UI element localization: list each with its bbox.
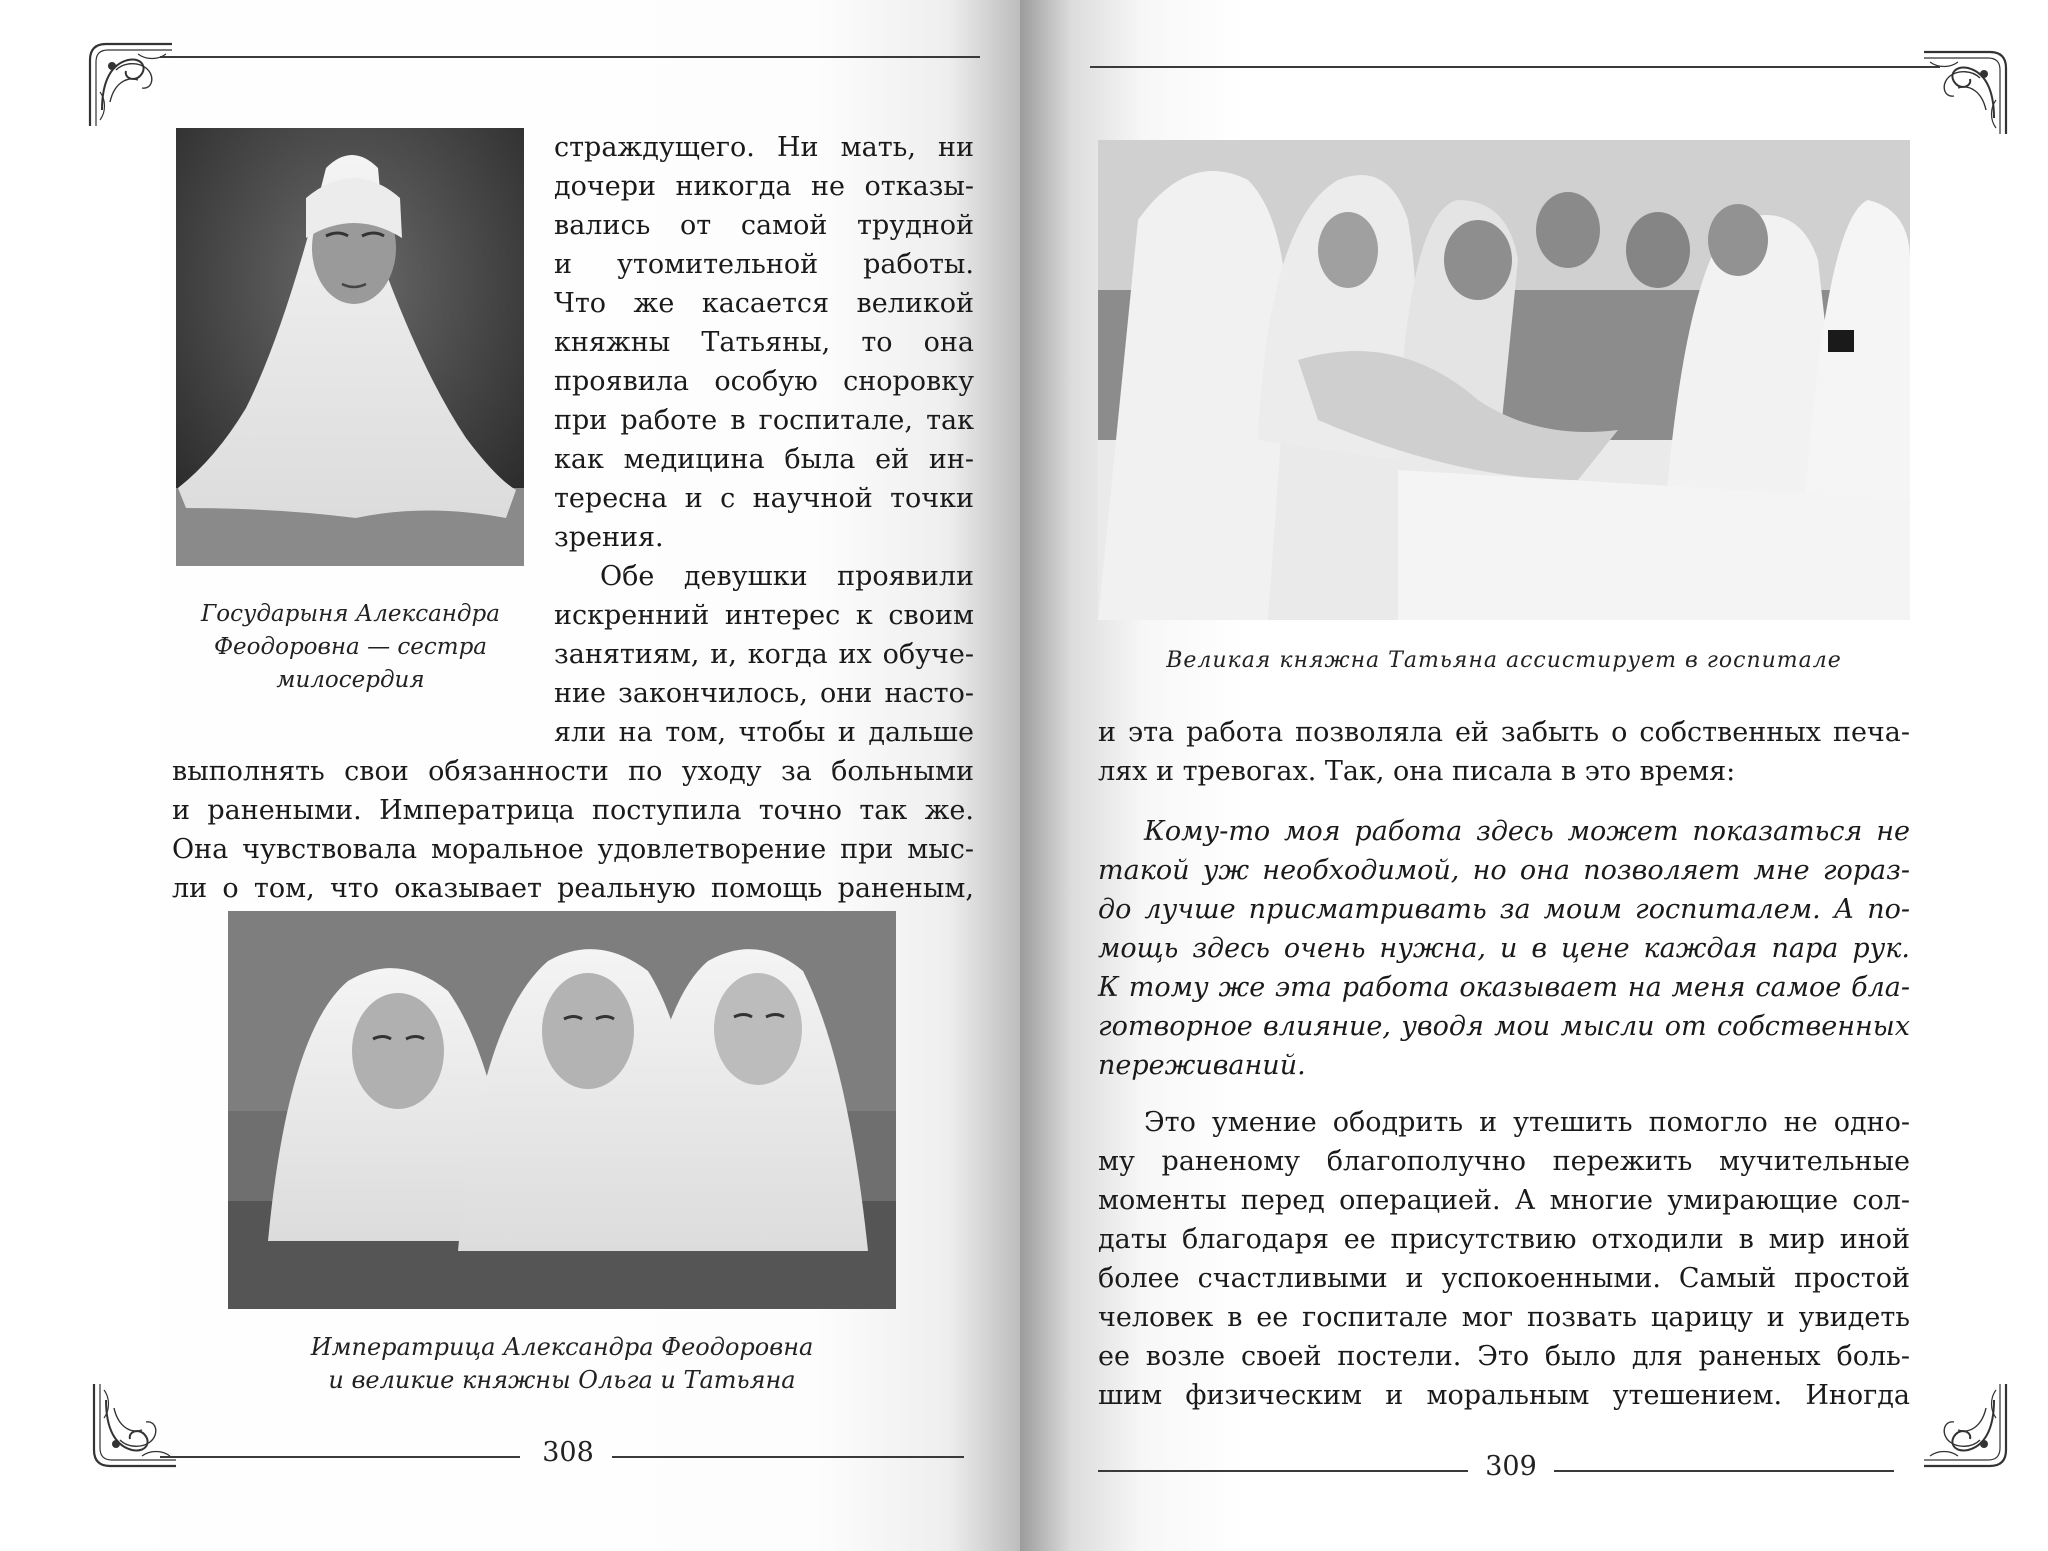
body-line: страждущего. Ни мать, ни — [554, 132, 974, 163]
body-line: моменты перед операцией. А многие умирающие сол- — [1098, 1185, 1910, 1216]
quote-line: до лучше присматривать за моим госпиталем. А по- — [1098, 894, 1910, 925]
page-number: 308 — [542, 1437, 594, 1468]
quote-line: переживаний. — [1098, 1050, 1306, 1081]
caption-line: милосердия — [276, 667, 425, 693]
page-number: 309 — [1485, 1451, 1537, 1482]
body-line: и утомительной работы. — [554, 249, 974, 280]
body-line: дочери никогда не отказы- — [554, 171, 974, 202]
body-line: Обе девушки проявили — [600, 561, 974, 592]
portrait-caption — [168, 598, 533, 697]
body-line: даты благодаря ее присутствию отходили в мир иной — [1098, 1224, 1910, 1255]
hospital-photo-caption: Великая княжна Татьяна ассистирует в госпитале — [1166, 648, 1842, 673]
top-rule — [1090, 66, 1940, 68]
quote-line: такой уж необходимой, но она позволяет мне гораз- — [1098, 855, 1910, 886]
body-line: и ранеными. Императрица поступила точно так же. — [172, 795, 974, 826]
hospital-photo — [1098, 140, 1910, 620]
quote-line: К тому же эта работа оказывает на меня самое бла- — [1098, 972, 1910, 1003]
quote-line: готворное влияние, уводя мои мысли от собственных — [1098, 1011, 1910, 1042]
body-line: выполнять свои обязанности по уходу за больными — [172, 756, 974, 787]
corner-ornament-icon — [86, 40, 176, 130]
body-line: и эта работа позволяла ей забыть о собственных печа- — [1098, 717, 1910, 748]
body-line: Она чувствовала моральное удовлетворение при мыс- — [172, 834, 974, 865]
left-page — [0, 0, 1020, 1551]
bottom-rule-right — [612, 1456, 964, 1458]
body-line: му раненому благополучно пережить мучительные — [1098, 1146, 1910, 1177]
body-line: ли о том, что оказывает реальную помощь раненым, — [172, 873, 974, 904]
body-line: ее возле своей постели. Это было для раненых боль- — [1098, 1341, 1910, 1372]
top-rule — [160, 56, 980, 58]
body-line: вались от самой трудной — [554, 210, 974, 241]
group-photo — [228, 911, 896, 1309]
quote-line: Кому-то моя работа здесь может показаться не — [1144, 816, 1910, 847]
portrait-photo — [176, 128, 524, 566]
corner-ornament-icon — [1920, 48, 2010, 138]
right-page — [1020, 0, 2048, 1551]
body-line: более счастливыми и успокоенными. Самый простой — [1098, 1263, 1910, 1294]
body-line: проявила особую сноровку — [554, 366, 974, 397]
body-line: при работе в госпитале, так — [554, 405, 974, 436]
body-line: человек в ее госпитале мог позвать царицу и увидеть — [1098, 1302, 1910, 1333]
quote-line: мощь здесь очень нужна, и в цене каждая пара рук. — [1098, 933, 1910, 964]
caption-line: Государыня Александра — [201, 601, 500, 627]
body-line: искренний интерес к своим — [554, 600, 974, 631]
group-photo-caption — [228, 1331, 896, 1397]
body-line: Что же касается великой — [554, 288, 974, 319]
body-line: зрения. — [554, 522, 664, 553]
body-line: лях и тревогах. Так, она писала в это время: — [1098, 756, 1736, 787]
body-line: тересна и с научной точки — [554, 483, 974, 514]
bottom-rule-left — [1098, 1470, 1468, 1472]
body-line: занятиям, и, когда их обуче- — [554, 639, 974, 670]
body-line: Это умение ободрить и утешить помогло не одно- — [1144, 1107, 1910, 1138]
body-line: шим физическим и моральным утешением. Иногда — [1098, 1380, 1910, 1411]
body-line: княжны Татьяны, то она — [554, 327, 974, 358]
caption-line: и великие княжны Ольга и Татьяна — [328, 1366, 796, 1394]
bottom-rule-left — [160, 1456, 520, 1458]
body-line: как медицина была ей ин- — [554, 444, 974, 475]
caption-line: Феодоровна — сестра — [213, 634, 488, 660]
bottom-rule-right — [1554, 1470, 1894, 1472]
body-line: яли на том, чтобы и дальше — [554, 717, 974, 748]
corner-ornament-icon — [1920, 1380, 2010, 1470]
body-line: ние закончилось, они насто- — [554, 678, 974, 709]
caption-line: Императрица Александра Феодоровна — [310, 1333, 814, 1361]
